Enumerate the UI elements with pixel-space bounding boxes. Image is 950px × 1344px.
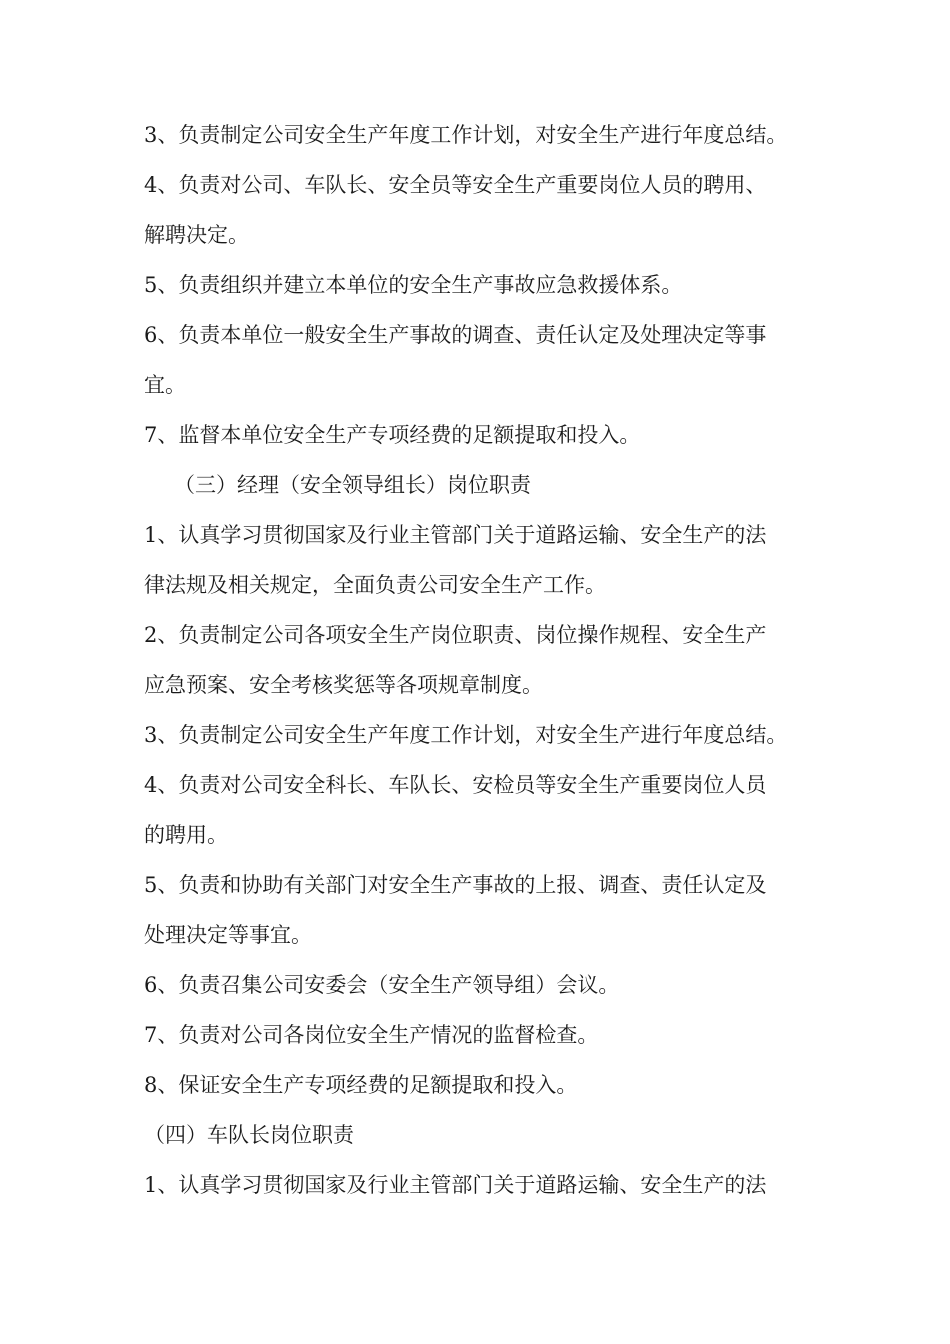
text-line-16: 5、负责和协助有关部门对安全生产事故的上报、调查、责任认定及: [144, 873, 767, 897]
text-line-7: 7、监督本单位安全生产专项经费的足额提取和投入。: [144, 423, 641, 447]
text-line-17: 处理决定等事宜。: [144, 923, 312, 947]
text-line-3: 解聘决定。: [144, 223, 249, 247]
text-line-19: 7、负责对公司各岗位安全生产情况的监督检查。: [144, 1023, 599, 1047]
text-line-4: 5、负责组织并建立本单位的安全生产事故应急救援体系。: [144, 273, 683, 297]
text-line-14: 4、负责对公司安全科长、车队长、安检员等安全生产重要岗位人员: [144, 773, 767, 797]
text-line-11: 2、负责制定公司各项安全生产岗位职责、岗位操作规程、安全生产: [144, 623, 767, 647]
text-line-12: 应急预案、安全考核奖惩等各项规章制度。: [144, 673, 543, 697]
section-heading-4: （四）车队长岗位职责: [144, 1123, 354, 1147]
section-heading-3: （三）经理（安全领导组长）岗位职责: [174, 473, 531, 497]
text-line-13: 3、负责制定公司安全生产年度工作计划，对安全生产进行年度总结。: [144, 723, 788, 747]
text-line-6: 宜。: [144, 373, 186, 397]
text-line-10: 律法规及相关规定，全面负责公司安全生产工作。: [144, 573, 606, 597]
text-line-5: 6、负责本单位一般安全生产事故的调查、责任认定及处理决定等事: [144, 323, 767, 347]
text-line-22: 1、认真学习贯彻国家及行业主管部门关于道路运输、安全生产的法: [144, 1173, 767, 1197]
text-line-9: 1、认真学习贯彻国家及行业主管部门关于道路运输、安全生产的法: [144, 523, 767, 547]
text-line-1: 3、负责制定公司安全生产年度工作计划，对安全生产进行年度总结。: [144, 123, 788, 147]
text-line-20: 8、保证安全生产专项经费的足额提取和投入。: [144, 1073, 578, 1097]
text-line-18: 6、负责召集公司安委会（安全生产领导组）会议。: [144, 973, 620, 997]
text-line-15: 的聘用。: [144, 823, 228, 847]
text-line-2: 4、负责对公司、车队长、安全员等安全生产重要岗位人员的聘用、: [144, 173, 767, 197]
document-body: [144, 110, 814, 1210]
